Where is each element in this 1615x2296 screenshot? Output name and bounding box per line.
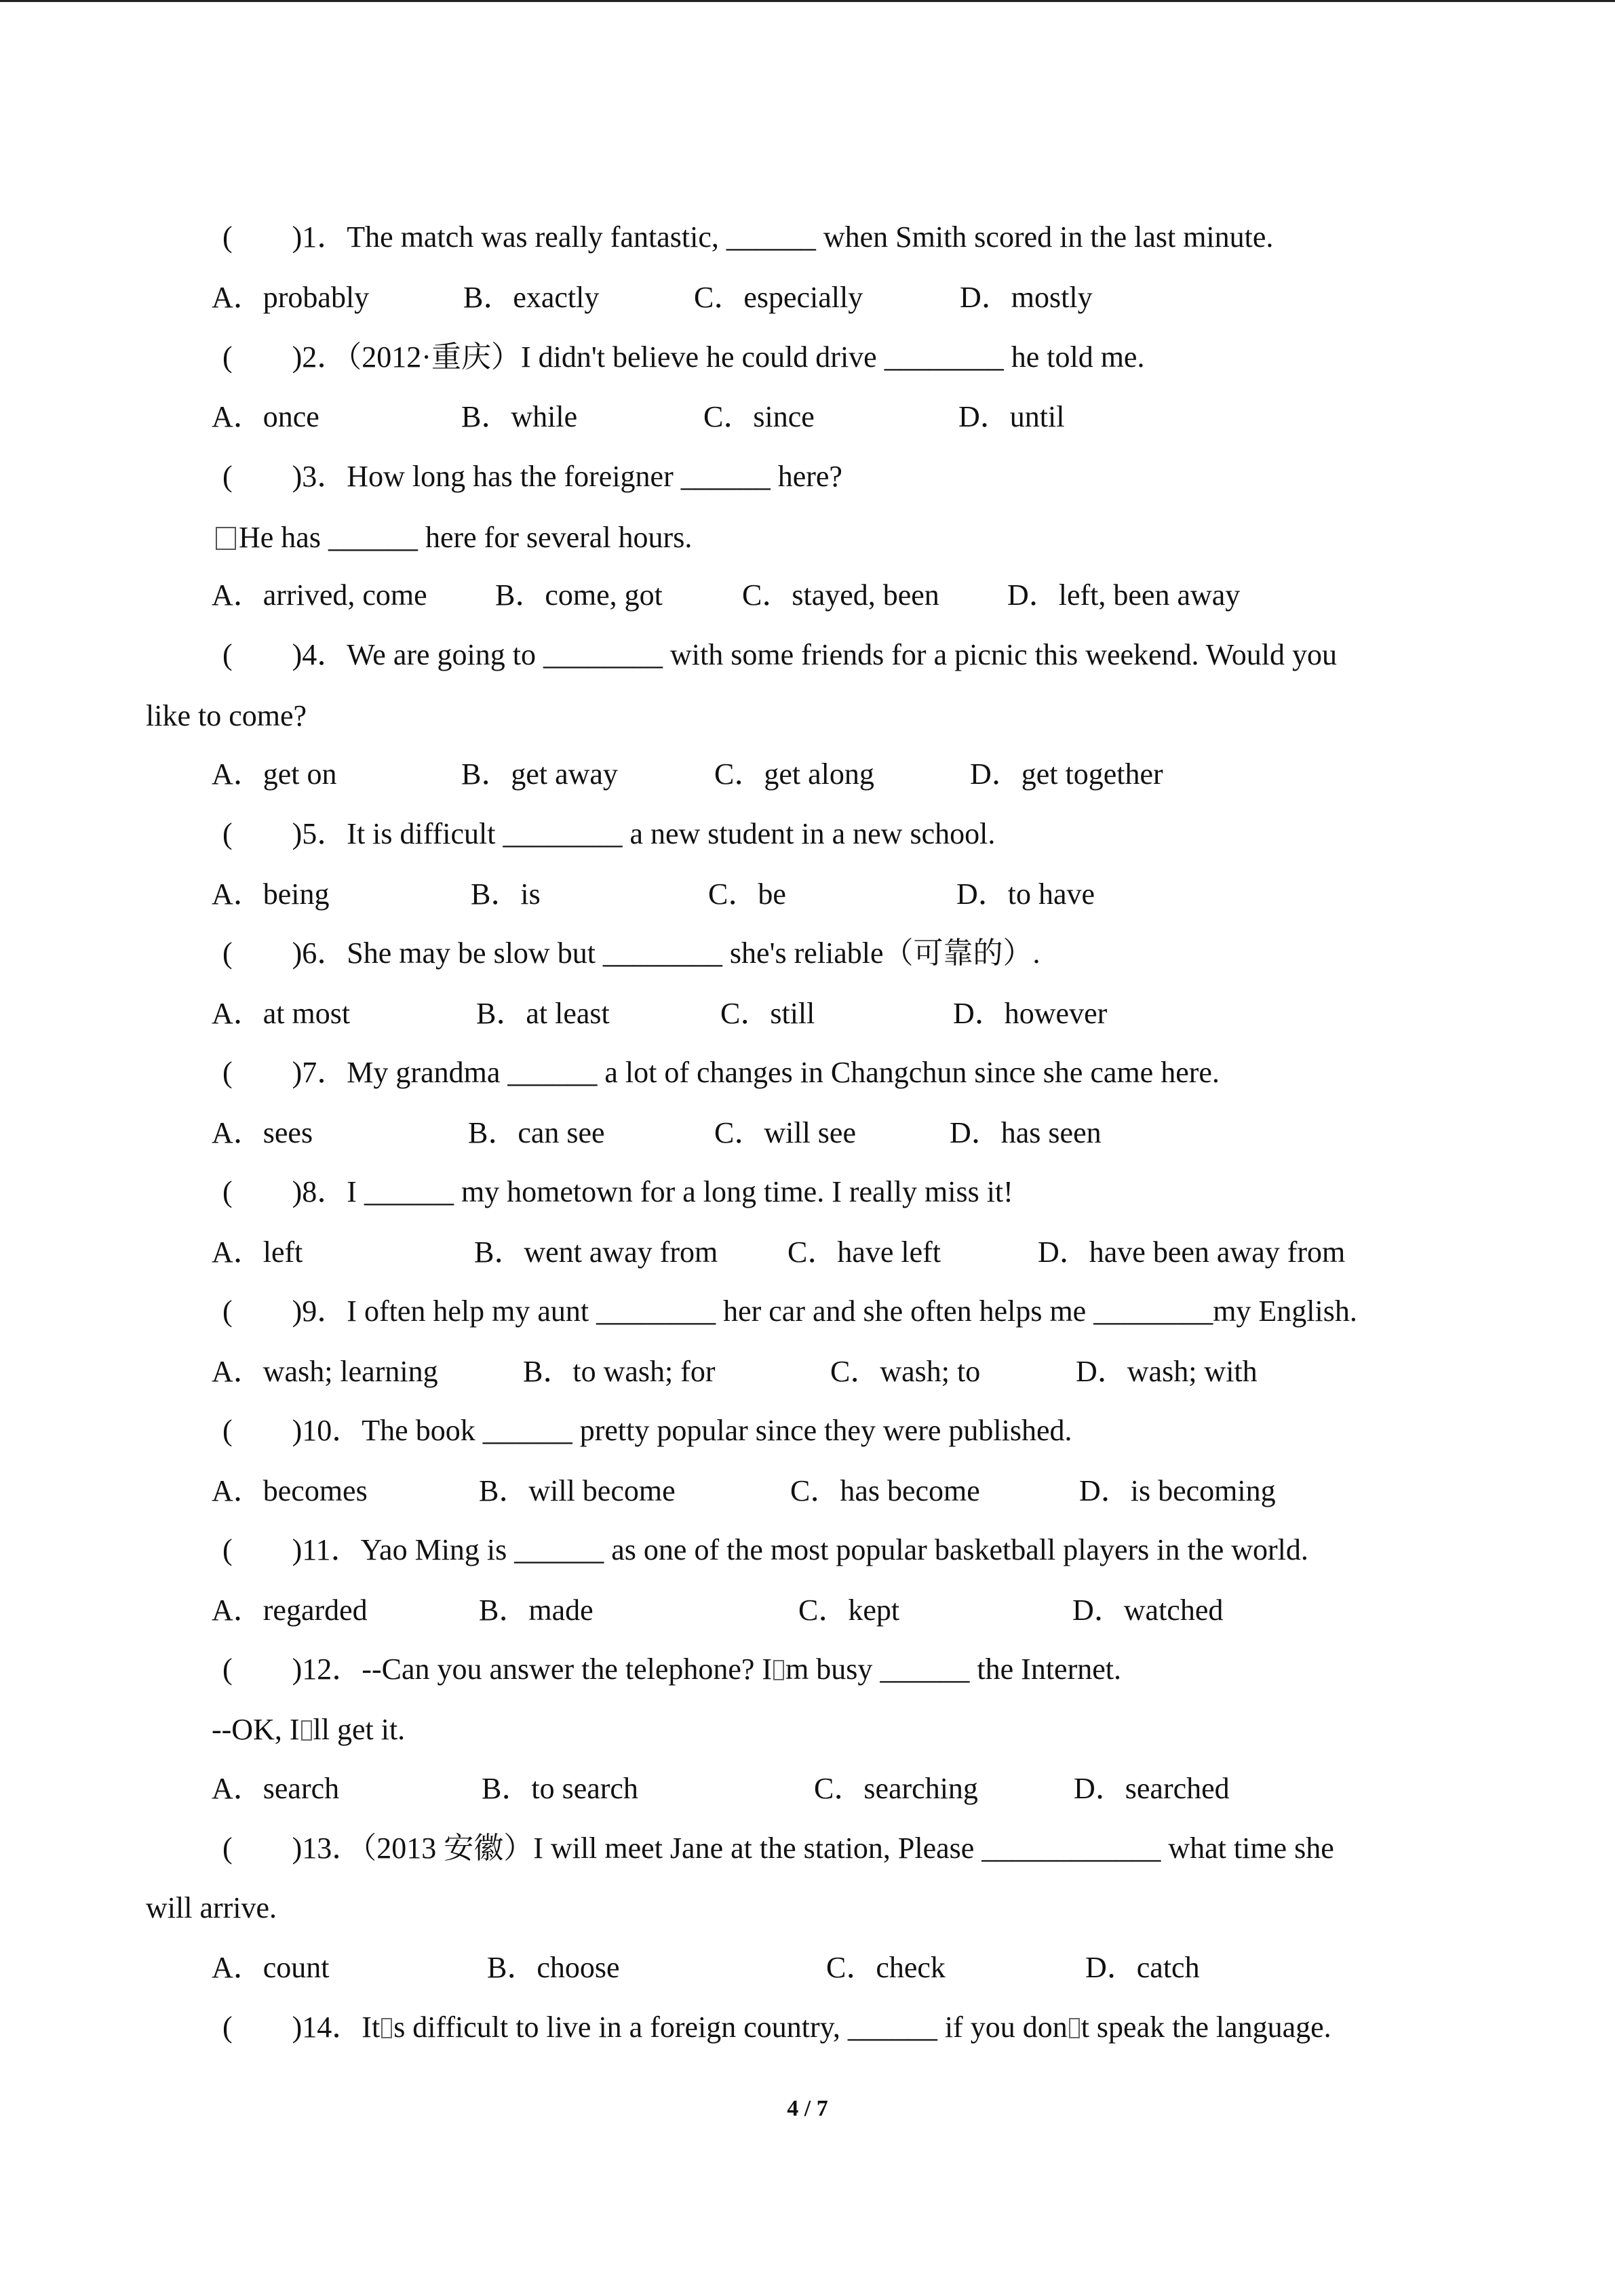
option-d: D．to have <box>956 877 1095 911</box>
question-13 <box>0 1819 1615 1878</box>
question-stem: will arrive. <box>146 1891 277 1924</box>
question-12 <box>0 1640 1615 1699</box>
question-stem: ( )3．How long has the foreigner ______ here? <box>222 460 842 493</box>
question-1-options <box>0 268 1615 328</box>
option-b: B．can see <box>468 1116 605 1149</box>
question-4-line-2 <box>0 686 1615 746</box>
question-3-line-2 <box>0 508 1615 568</box>
question-4-options <box>0 745 1615 804</box>
option-c: C．have left <box>787 1235 941 1269</box>
option-c: C．will see <box>714 1116 856 1149</box>
question-stem: ( )12．--Can you answer the telephone? I m busy ______ the Internet. <box>222 1652 1121 1686</box>
option-a: A．wash; learning <box>212 1355 438 1388</box>
question-9 <box>0 1282 1615 1341</box>
question-stem: --OK, I ll get it. <box>212 1713 406 1746</box>
question-stem: ( )9．I often help my aunt ________ her car and she often helps me ________my English. <box>222 1294 1357 1328</box>
option-b: B．at least <box>476 997 610 1030</box>
question-stem: ( )10．The book ______ pretty popular since they were published. <box>222 1414 1072 1447</box>
question-8-options <box>0 1223 1615 1282</box>
option-d: D．searched <box>1074 1772 1230 1805</box>
question-3-options <box>0 566 1615 625</box>
option-d: D．has seen <box>950 1116 1102 1149</box>
option-c: C．since <box>703 400 815 433</box>
option-c: C．especially <box>694 281 863 314</box>
question-10 <box>0 1401 1615 1461</box>
checkbox-glyph <box>216 527 236 550</box>
question-2 <box>0 328 1615 387</box>
question-9-options <box>0 1342 1615 1402</box>
missing-glyph <box>1069 2018 1080 2038</box>
missing-glyph <box>773 1660 784 1680</box>
option-d: D．watched <box>1072 1594 1224 1627</box>
question-2-options <box>0 387 1615 447</box>
option-c: C．get along <box>714 757 874 791</box>
option-b: B．is <box>471 877 541 911</box>
option-b: B．come, got <box>495 578 663 612</box>
option-b: B．while <box>461 400 578 433</box>
option-c: C．check <box>826 1951 946 1984</box>
question-stem: ( )5．It is difficult ________ a new student in a new school. <box>222 817 996 850</box>
option-b: B．get away <box>461 757 618 791</box>
question-10-options <box>0 1461 1615 1521</box>
option-a: A．probably <box>212 281 370 314</box>
question-12-options <box>0 1759 1615 1819</box>
question-stem: ( )11．Yao Ming is ______ as one of the most popular basketball players in the world. <box>222 1533 1308 1566</box>
question-7-options <box>0 1103 1615 1163</box>
question-13-options <box>0 1938 1615 1998</box>
option-d: D．is becoming <box>1079 1474 1276 1507</box>
option-b: B．exactly <box>463 281 600 314</box>
option-a: A．being <box>212 877 330 911</box>
missing-glyph <box>301 1720 312 1741</box>
option-a: A．once <box>212 400 319 433</box>
option-a: A．get on <box>212 757 337 791</box>
question-stem: ( )14．It s difficult to live in a foreign country, ______ if you don t speak the language. <box>222 2011 1331 2044</box>
question-7 <box>0 1043 1615 1103</box>
question-stem: ( )6．She may be slow but ________ she's reliable（可靠的）. <box>222 936 1040 970</box>
option-a: A．search <box>212 1772 340 1805</box>
option-a: A．becomes <box>212 1474 368 1507</box>
option-d: D．left, been away <box>1007 578 1241 612</box>
option-c: C．has become <box>790 1474 980 1507</box>
option-d: D．get together <box>970 757 1163 791</box>
question-stem: ( )1．The match was really fantastic, ______ when Smith scored in the last minute. <box>222 220 1274 254</box>
question-14 <box>0 1998 1615 2057</box>
question-6-options <box>0 984 1615 1044</box>
option-b: B．went away from <box>474 1235 718 1269</box>
option-d: D．however <box>953 997 1108 1030</box>
option-a: A．regarded <box>212 1594 368 1627</box>
option-c: C．stayed, been <box>742 578 939 612</box>
option-b: B．will become <box>479 1474 676 1507</box>
question-stem: He has ______ here for several hours. <box>216 508 692 568</box>
option-a: A．arrived, come <box>212 578 427 612</box>
option-c: C．wash; to <box>830 1355 981 1388</box>
question-stem: like to come? <box>146 699 307 732</box>
option-b: B．to search <box>482 1772 638 1805</box>
option-a: A．count <box>212 1951 330 1984</box>
question-stem: ( )4．We are going to ________ with some friends for a picnic this weekend. Would you <box>222 638 1337 671</box>
question-3 <box>0 447 1615 507</box>
question-stem: ( )8．I ______ my hometown for a long time. I really miss it! <box>222 1175 1013 1208</box>
page-number: 4 / 7 <box>787 2096 828 2121</box>
option-d: D．catch <box>1085 1951 1200 1984</box>
option-d: D．have been away from <box>1038 1235 1346 1269</box>
option-a: A．left <box>212 1235 303 1269</box>
question-1 <box>0 207 1615 267</box>
option-c: C．still <box>720 997 815 1030</box>
option-a: A．at most <box>212 997 351 1030</box>
option-d: D．mostly <box>960 281 1093 314</box>
option-b: B．to wash; for <box>523 1355 716 1388</box>
question-13-line-2 <box>0 1878 1615 1938</box>
question-stem: ( )7．My grandma ______ a lot of changes in Changchun since she came here. <box>222 1056 1220 1089</box>
question-stem: ( )13．（2013 安徽）I will meet Jane at the station, Please ____________ what time she <box>222 1832 1334 1865</box>
question-4 <box>0 625 1615 685</box>
question-11 <box>0 1520 1615 1580</box>
question-11-options <box>0 1581 1615 1640</box>
question-stem: ( )2．（2012·重庆）I didn't believe he could drive ________ he told me. <box>222 340 1145 374</box>
question-6 <box>0 924 1615 983</box>
option-b: B．choose <box>487 1951 620 1984</box>
option-c: C．be <box>708 877 786 911</box>
option-a: A．sees <box>212 1116 313 1149</box>
option-c: C．searching <box>814 1772 978 1805</box>
missing-glyph <box>381 2018 392 2038</box>
question-8 <box>0 1162 1615 1222</box>
option-d: D．until <box>958 400 1065 433</box>
option-d: D．wash; with <box>1076 1355 1258 1388</box>
question-5-options <box>0 865 1615 924</box>
question-5 <box>0 804 1615 864</box>
option-b: B．made <box>479 1594 594 1627</box>
question-12-line-2 <box>0 1700 1615 1760</box>
option-c: C．kept <box>798 1594 900 1627</box>
